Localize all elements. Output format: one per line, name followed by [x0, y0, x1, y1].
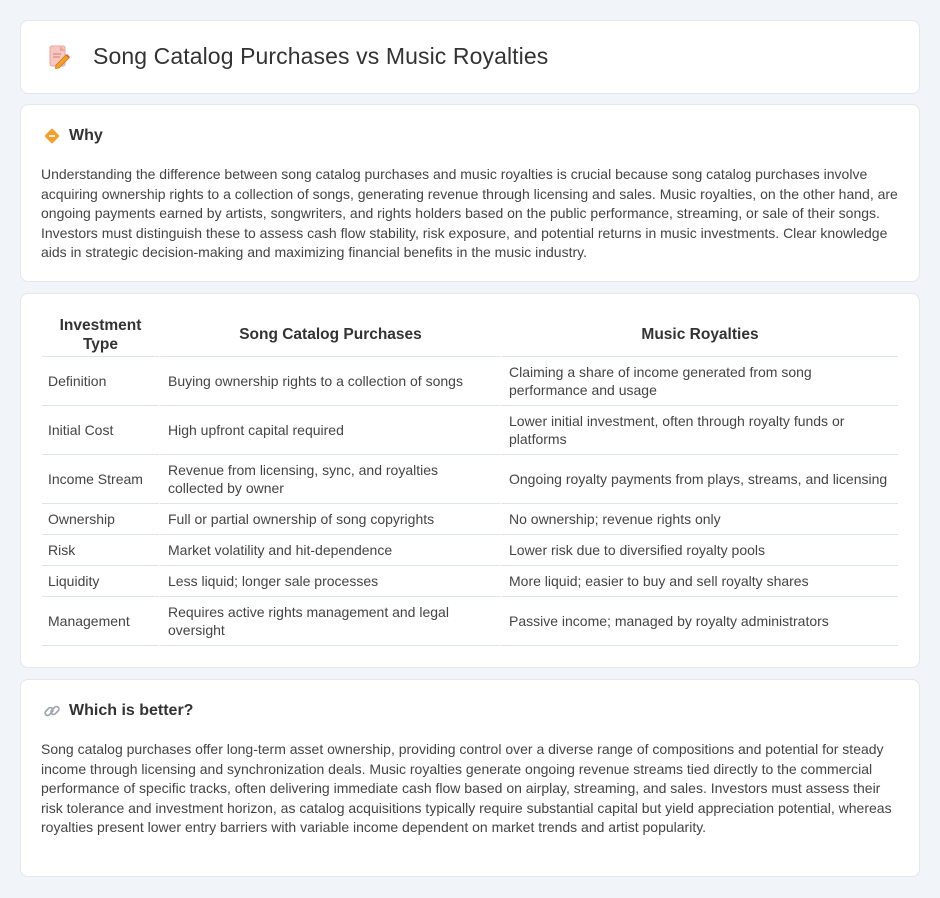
why-title: Why — [69, 127, 103, 144]
catalog-cell: Requires active rights management and legal oversight — [159, 597, 500, 646]
table-row — [42, 535, 898, 566]
catalog-cell: Full or partial ownership of song copyrights — [159, 504, 500, 535]
better-heading — [43, 702, 193, 720]
better-text: Song catalog purchases offer long-term asset ownership, providing control over a diverse range of compositions and potential for steady income through licensing and synchronization deals. Music royalties generate ongoing revenue streams tied directly to the commercial performance of specific tracks, often delivering immediate cash flow based on airplay, streaming, and sales. Investors must assess their risk tolerance and investment horizon, as catalog acquisitions typically require substantial capital but yield appreciation potential, whereas royalties present lower entry barriers with variable income dependent on market trends and artist popularity. — [41, 741, 892, 836]
table-row — [42, 566, 898, 597]
row-label: Initial Cost — [42, 406, 159, 455]
table-row — [42, 597, 898, 646]
royalties-cell: Claiming a share of income generated from song performance and usage — [500, 357, 898, 406]
why-heading — [43, 127, 103, 145]
row-label: Risk — [42, 535, 159, 566]
comparison-table — [42, 313, 898, 646]
row-label: Management — [42, 597, 159, 646]
table-row — [42, 455, 898, 504]
document-pencil-icon — [47, 44, 71, 70]
why-section — [20, 104, 920, 282]
header-investment-type: Investment Type — [42, 313, 159, 357]
comparison-section — [20, 293, 920, 668]
catalog-cell: Market volatility and hit-dependence — [159, 535, 500, 566]
link-icon — [43, 702, 61, 720]
page-title: Song Catalog Purchases vs Music Royalties — [93, 43, 549, 69]
royalties-cell: Lower risk due to diversified royalty pools — [500, 535, 898, 566]
row-label: Ownership — [42, 504, 159, 535]
catalog-cell: Buying ownership rights to a collection of songs — [159, 357, 500, 406]
row-label: Liquidity — [42, 566, 159, 597]
diamond-signal-icon — [43, 127, 61, 145]
table-row — [42, 406, 898, 455]
why-text: Understanding the difference between song catalog purchases and music royalties is crucial because song catalog purchases involve acquiring ownership rights to a collection of songs, generating revenue through licensing and sales. Music royalties, on the other hand, are ongoing payments earned by artists, songwriters, and rights holders based on the public performance, streaming, or sale of their songs. Investors must distinguish these to assess cash flow stability, risk exposure, and potential returns in music investments. Clear knowledge aids in strategic decision-making and maximizing financial benefits in the music industry. — [41, 166, 898, 261]
table-header-row — [42, 313, 898, 357]
row-label: Definition — [42, 357, 159, 406]
which-better-section — [20, 679, 920, 877]
table-row — [42, 357, 898, 406]
royalties-cell: Lower initial investment, often through royalty funds or platforms — [500, 406, 898, 455]
header-music-royalties: Music Royalties — [500, 313, 898, 357]
catalog-cell: Less liquid; longer sale processes — [159, 566, 500, 597]
catalog-cell: Revenue from licensing, sync, and royalties collected by owner — [159, 455, 500, 504]
row-label: Income Stream — [42, 455, 159, 504]
title-row — [47, 43, 548, 70]
royalties-cell: Ongoing royalty payments from plays, streams, and licensing — [500, 455, 898, 504]
title-card — [20, 20, 920, 94]
royalties-cell: More liquid; easier to buy and sell royalty shares — [500, 566, 898, 597]
header-song-catalog: Song Catalog Purchases — [159, 313, 500, 357]
royalties-cell: Passive income; managed by royalty administrators — [500, 597, 898, 646]
table-row — [42, 504, 898, 535]
catalog-cell: High upfront capital required — [159, 406, 500, 455]
better-title: Which is better? — [69, 702, 194, 719]
royalties-cell: No ownership; revenue rights only — [500, 504, 898, 535]
